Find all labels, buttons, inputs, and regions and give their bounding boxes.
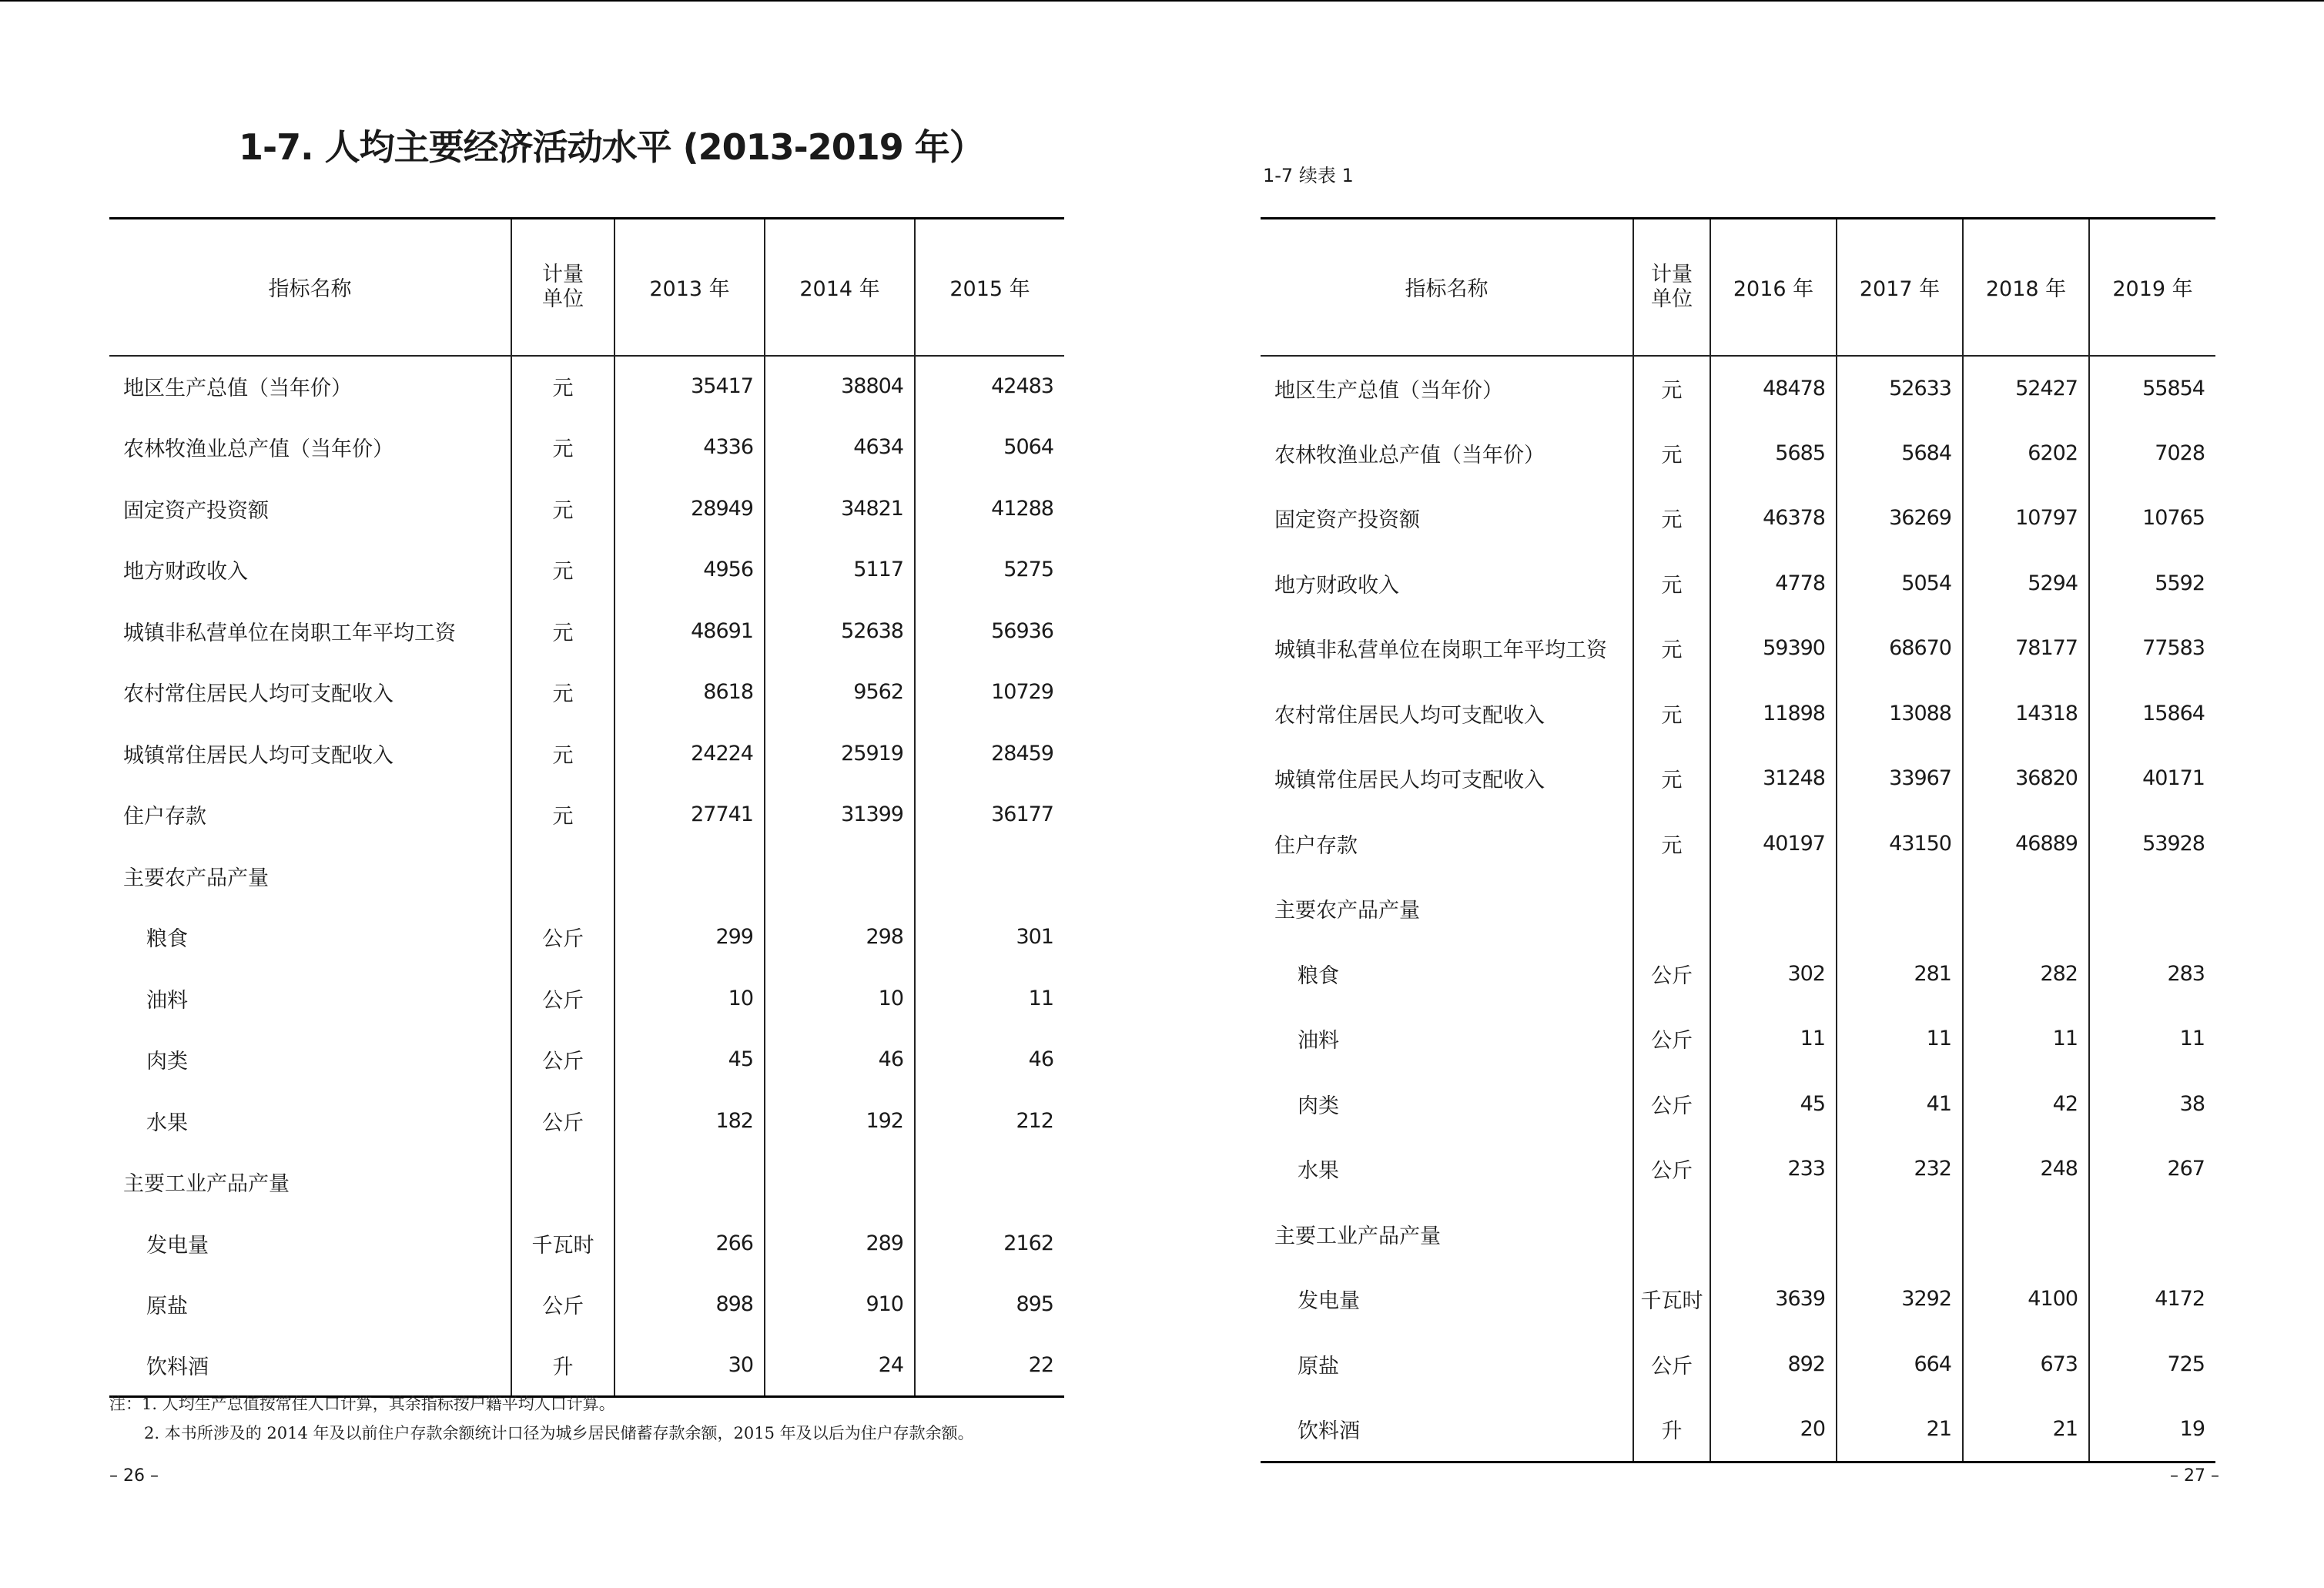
value-cell: 192 (765, 1090, 915, 1152)
unit-cell (1633, 876, 1710, 942)
value-cell: 5275 (915, 539, 1064, 601)
unit-cell: 元 (511, 601, 614, 662)
value-cell: 22 (915, 1335, 1064, 1397)
indicator-name-cell: 粮食 (146, 927, 188, 952)
value-cell: 11898 (1710, 681, 1837, 746)
value-cell: 20 (1710, 1397, 1837, 1462)
page-number-left: – 26 – (109, 1466, 159, 1486)
top-border-line (0, 0, 2324, 2)
value-cell: 5054 (1837, 551, 1963, 616)
value-cell (1837, 1201, 1963, 1267)
unit-cell: 元 (1633, 356, 1710, 421)
table-row (1261, 356, 2215, 421)
header-unit (1633, 219, 1710, 356)
unit-cell: 元 (1633, 811, 1710, 876)
indicator-name-cell: 主要工业产品产量 (123, 1172, 290, 1197)
table-row (109, 906, 1064, 968)
value-cell: 28949 (614, 478, 765, 540)
value-cell: 21 (1837, 1397, 1963, 1462)
unit-cell: 元 (1633, 746, 1710, 812)
value-cell: 56936 (915, 601, 1064, 662)
table-row (109, 539, 1064, 601)
unit-cell: 元 (1633, 551, 1710, 616)
indicator-name-cell: 地方财政收入 (1274, 573, 1399, 598)
table-row (109, 723, 1064, 785)
value-cell (614, 846, 765, 907)
value-cell (1963, 876, 2089, 942)
value-cell: 182 (614, 1090, 765, 1152)
header-unit-line2: 单位 (1651, 286, 1693, 311)
value-cell: 24224 (614, 723, 765, 785)
indicator-name-cell: 固定资产投资额 (1274, 508, 1420, 533)
value-cell: 283 (2089, 941, 2215, 1007)
indicator-name-cell: 农村常住居民人均可支配收入 (1274, 703, 1545, 728)
value-cell (1837, 876, 1963, 942)
value-cell: 77583 (2089, 616, 2215, 682)
value-cell: 15864 (2089, 681, 2215, 746)
table-row (109, 1335, 1064, 1397)
unit-cell: 千瓦时 (1633, 1267, 1710, 1332)
value-cell: 45 (1710, 1071, 1837, 1137)
value-cell: 28459 (915, 723, 1064, 785)
unit-cell: 元 (511, 723, 614, 785)
value-cell: 7028 (2089, 420, 2215, 486)
table-row (109, 1151, 1064, 1213)
value-cell: 4634 (765, 417, 915, 478)
value-cell: 3292 (1837, 1267, 1963, 1332)
unit-cell: 元 (511, 539, 614, 601)
value-cell (1710, 876, 1837, 942)
table-row (1261, 681, 2215, 746)
value-cell: 10765 (2089, 486, 2215, 551)
header-year: 2017 年 (1837, 219, 1963, 356)
value-cell: 6202 (1963, 420, 2089, 486)
header-year: 2018 年 (1963, 219, 2089, 356)
value-cell: 36177 (915, 784, 1064, 846)
value-cell: 232 (1837, 1137, 1963, 1202)
value-cell (1963, 1201, 2089, 1267)
table-row (109, 968, 1064, 1030)
indicator-name-cell: 发电量 (146, 1233, 209, 1258)
indicator-name-cell: 农村常住居民人均可支配收入 (123, 682, 393, 707)
value-cell: 11 (2089, 1007, 2215, 1072)
value-cell: 4956 (614, 539, 765, 601)
value-cell: 38 (2089, 1071, 2215, 1137)
table-row (109, 846, 1064, 907)
value-cell (2089, 1201, 2215, 1267)
value-cell: 4778 (1710, 551, 1837, 616)
value-cell: 2162 (915, 1213, 1064, 1275)
right-table-header-row (1261, 219, 2215, 356)
unit-cell: 元 (1633, 486, 1710, 551)
value-cell: 281 (1837, 941, 1963, 1007)
unit-cell: 元 (511, 478, 614, 540)
value-cell: 52427 (1963, 356, 2089, 421)
value-cell: 4336 (614, 417, 765, 478)
value-cell: 10 (765, 968, 915, 1030)
table-row (109, 417, 1064, 478)
value-cell: 282 (1963, 941, 2089, 1007)
value-cell (1710, 1201, 1837, 1267)
indicator-name-cell: 粮食 (1298, 963, 1339, 988)
table-row (1261, 420, 2215, 486)
indicator-name-cell: 原盐 (146, 1295, 188, 1319)
value-cell: 10797 (1963, 486, 2089, 551)
unit-cell: 元 (511, 417, 614, 478)
page-number-right: – 27 – (2170, 1466, 2219, 1486)
value-cell: 10 (614, 968, 765, 1030)
note-line: 2. 本书所涉及的 2014 年及以前住户存款余额统计口径为城乡居民储蓄存款余额，2015 年及以后为住户存款余额。 (144, 1424, 974, 1442)
value-cell: 5117 (765, 539, 915, 601)
header-year: 2014 年 (765, 219, 915, 356)
unit-cell: 升 (511, 1335, 614, 1397)
table-row (1261, 746, 2215, 812)
indicator-name-cell: 肉类 (146, 1050, 188, 1074)
value-cell: 46 (765, 1029, 915, 1090)
indicator-name-cell: 农林牧渔业总产值（当年价） (123, 437, 393, 462)
value-cell: 43150 (1837, 811, 1963, 876)
value-cell: 5685 (1710, 420, 1837, 486)
value-cell: 3639 (1710, 1267, 1837, 1332)
value-cell: 5592 (2089, 551, 2215, 616)
value-cell: 298 (765, 906, 915, 968)
table-row (1261, 616, 2215, 682)
table-row (1261, 1137, 2215, 1202)
indicator-name-cell: 城镇常住居民人均可支配收入 (1274, 769, 1545, 793)
indicator-name-cell: 地区生产总值（当年价） (123, 377, 352, 401)
value-cell: 45 (614, 1029, 765, 1090)
value-cell: 5064 (915, 417, 1064, 478)
indicator-name-cell: 油料 (146, 988, 188, 1013)
value-cell: 289 (765, 1213, 915, 1275)
value-cell: 233 (1710, 1137, 1837, 1202)
table-row (1261, 1071, 2215, 1137)
unit-cell: 千瓦时 (511, 1213, 614, 1275)
indicator-name-cell: 地区生产总值（当年价） (1274, 378, 1503, 403)
unit-cell: 元 (1633, 420, 1710, 486)
unit-cell: 公斤 (511, 1274, 614, 1335)
table-row (109, 1274, 1064, 1335)
header-indicator-name: 指标名称 (109, 219, 511, 356)
value-cell (765, 1151, 915, 1213)
table-row (109, 1213, 1064, 1275)
value-cell: 11 (1963, 1007, 2089, 1072)
right-table-body (1261, 356, 2215, 1462)
value-cell: 53928 (2089, 811, 2215, 876)
value-cell: 31248 (1710, 746, 1837, 812)
unit-cell (511, 1151, 614, 1213)
indicator-name-cell: 饮料酒 (109, 1335, 511, 1397)
right-data-table (1261, 217, 2215, 1463)
indicator-name-cell: 肉类 (1298, 1094, 1339, 1118)
value-cell: 59390 (1710, 616, 1837, 682)
indicator-name-cell: 主要工业产品产量 (1274, 1224, 1441, 1248)
value-cell: 40197 (1710, 811, 1837, 876)
table-row (1261, 1201, 2215, 1267)
value-cell: 33967 (1837, 746, 1963, 812)
table-row (1261, 1007, 2215, 1072)
table-row (109, 478, 1064, 540)
value-cell: 8618 (614, 662, 765, 723)
value-cell (765, 846, 915, 907)
table-row (1261, 1267, 2215, 1332)
header-unit-line2: 单位 (542, 286, 584, 311)
unit-cell: 公斤 (511, 968, 614, 1030)
unit-cell: 元 (511, 662, 614, 723)
value-cell: 673 (1963, 1332, 2089, 1397)
unit-cell: 公斤 (511, 1029, 614, 1090)
value-cell: 36269 (1837, 486, 1963, 551)
header-year: 2015 年 (915, 219, 1064, 356)
value-cell: 31399 (765, 784, 915, 846)
unit-cell: 元 (511, 356, 614, 417)
table-row (1261, 486, 2215, 551)
table-row (1261, 551, 2215, 616)
value-cell (915, 1151, 1064, 1213)
value-cell: 266 (614, 1213, 765, 1275)
value-cell (915, 846, 1064, 907)
value-cell: 42 (1963, 1071, 2089, 1137)
value-cell: 11 (915, 968, 1064, 1030)
header-unit-line1: 计量 (1651, 262, 1693, 286)
header-unit-line1: 计量 (542, 262, 584, 286)
value-cell: 48691 (614, 601, 765, 662)
table-row (1261, 811, 2215, 876)
indicator-name-cell: 固定资产投资额 (123, 498, 269, 523)
indicator-name-cell: 饮料酒 (1261, 1397, 1633, 1462)
indicator-name-cell: 城镇非私营单位在岗职工年平均工资 (123, 621, 456, 645)
value-cell: 898 (614, 1274, 765, 1335)
value-cell: 40171 (2089, 746, 2215, 812)
continued-table-label: 1-7 续表 1 (1263, 165, 1354, 186)
value-cell: 11 (1837, 1007, 1963, 1072)
value-cell: 27741 (614, 784, 765, 846)
value-cell: 5294 (1963, 551, 2089, 616)
indicator-name-cell: 水果 (1298, 1159, 1339, 1184)
indicator-name-cell: 住户存款 (123, 805, 206, 829)
value-cell: 212 (915, 1090, 1064, 1152)
value-cell: 48478 (1710, 356, 1837, 421)
value-cell: 248 (1963, 1137, 2089, 1202)
left-table-header-row (109, 219, 1064, 356)
table-row (109, 784, 1064, 846)
header-unit (511, 219, 614, 356)
value-cell: 34821 (765, 478, 915, 540)
header-year: 2016 年 (1710, 219, 1837, 356)
indicator-name-cell: 城镇非私营单位在岗职工年平均工资 (1274, 638, 1607, 663)
unit-cell: 元 (1633, 616, 1710, 682)
value-cell (2089, 876, 2215, 942)
value-cell: 725 (2089, 1332, 2215, 1397)
header-indicator-name: 指标名称 (1261, 219, 1633, 356)
value-cell: 24 (765, 1335, 915, 1397)
value-cell: 301 (915, 906, 1064, 968)
value-cell: 9562 (765, 662, 915, 723)
table-row (109, 1029, 1064, 1090)
value-cell: 41288 (915, 478, 1064, 540)
value-cell: 46 (915, 1029, 1064, 1090)
indicator-name-cell: 城镇常住居民人均可支配收入 (123, 743, 393, 768)
unit-cell: 公斤 (1633, 1137, 1710, 1202)
unit-cell (511, 846, 614, 907)
table-row (109, 601, 1064, 662)
table-row (1261, 1332, 2215, 1397)
unit-cell: 公斤 (511, 906, 614, 968)
table-row (1261, 1397, 2215, 1462)
indicator-name-cell: 发电量 (1298, 1289, 1360, 1314)
value-cell: 52633 (1837, 356, 1963, 421)
unit-cell: 元 (1633, 681, 1710, 746)
header-year: 2019 年 (2089, 219, 2215, 356)
table-row (1261, 941, 2215, 1007)
value-cell: 13088 (1837, 681, 1963, 746)
unit-cell: 公斤 (511, 1090, 614, 1152)
value-cell: 38804 (765, 356, 915, 417)
indicator-name-cell: 农林牧渔业总产值（当年价） (1274, 443, 1545, 467)
left-data-table (109, 217, 1064, 1398)
value-cell: 910 (765, 1274, 915, 1335)
value-cell: 78177 (1963, 616, 2089, 682)
value-cell: 30 (614, 1335, 765, 1397)
value-cell: 267 (2089, 1137, 2215, 1202)
indicator-name-cell: 主要农产品产量 (1274, 899, 1420, 923)
value-cell: 5684 (1837, 420, 1963, 486)
value-cell: 4172 (2089, 1267, 2215, 1332)
unit-cell: 公斤 (1633, 941, 1710, 1007)
value-cell: 46889 (1963, 811, 2089, 876)
header-year: 2013 年 (614, 219, 765, 356)
value-cell: 46378 (1710, 486, 1837, 551)
table-row (109, 356, 1064, 417)
value-cell: 11 (1710, 1007, 1837, 1072)
indicator-name-cell: 油料 (1298, 1029, 1339, 1054)
indicator-name-cell: 原盐 (1298, 1354, 1339, 1379)
value-cell: 14318 (1963, 681, 2089, 746)
unit-cell (1633, 1201, 1710, 1267)
value-cell: 42483 (915, 356, 1064, 417)
indicator-name-cell: 主要农产品产量 (123, 866, 269, 890)
value-cell (614, 1151, 765, 1213)
value-cell: 52638 (765, 601, 915, 662)
page-title: 1-7. 人均主要经济活动水平 (2013-2019 年） (239, 126, 984, 168)
value-cell: 25919 (765, 723, 915, 785)
table-row (109, 662, 1064, 723)
value-cell: 299 (614, 906, 765, 968)
value-cell: 35417 (614, 356, 765, 417)
table-row (109, 1090, 1064, 1152)
value-cell: 41 (1837, 1071, 1963, 1137)
unit-cell: 升 (1633, 1397, 1710, 1462)
value-cell: 895 (915, 1274, 1064, 1335)
value-cell: 4100 (1963, 1267, 2089, 1332)
value-cell: 664 (1837, 1332, 1963, 1397)
unit-cell: 公斤 (1633, 1332, 1710, 1397)
note-line: 注：1. 人均生产总值按常住人口计算，其余指标按户籍平均人口计算。 (109, 1395, 615, 1413)
value-cell: 55854 (2089, 356, 2215, 421)
indicator-name-cell: 水果 (146, 1111, 188, 1135)
left-table-body (109, 356, 1064, 1397)
value-cell: 10729 (915, 662, 1064, 723)
value-cell: 19 (2089, 1397, 2215, 1462)
value-cell: 21 (1963, 1397, 2089, 1462)
unit-cell: 公斤 (1633, 1071, 1710, 1137)
unit-cell: 元 (511, 784, 614, 846)
unit-cell: 公斤 (1633, 1007, 1710, 1072)
indicator-name-cell: 地方财政收入 (123, 560, 248, 585)
table-row (1261, 876, 2215, 942)
value-cell: 302 (1710, 941, 1837, 1007)
value-cell: 36820 (1963, 746, 2089, 812)
value-cell: 68670 (1837, 616, 1963, 682)
table-notes (109, 1389, 974, 1448)
value-cell: 892 (1710, 1332, 1837, 1397)
indicator-name-cell: 住户存款 (1274, 833, 1358, 858)
